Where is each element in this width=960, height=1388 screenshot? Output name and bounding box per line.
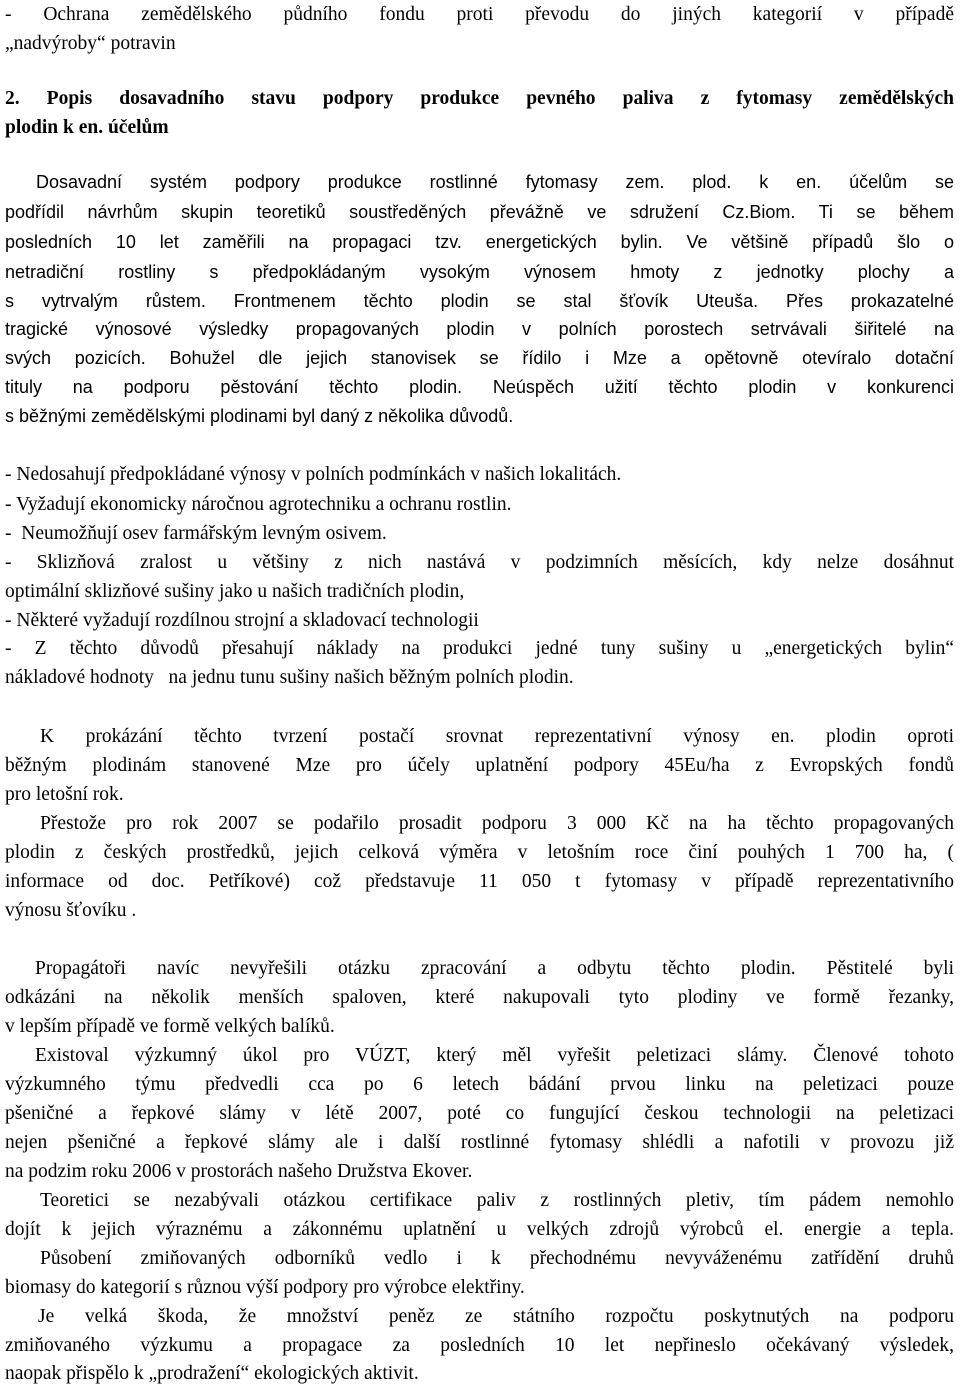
paragraph-line: svých pozicích. Bohužel dle jejich stanovisek se řídilo i Mze a opětovně otevíralo dotační: [5, 348, 954, 368]
paragraph-line: posledních 10 let zaměřili na propagaci tzv. energetických bylin. Ve většině případů šlo o: [5, 232, 954, 252]
paragraph-line: odkázáni na několik menších spaloven, které nakupovali tyto plodiny ve formě řezanky,: [5, 987, 954, 1008]
paragraph-line: Je velká škoda, že množství peněz ze státního rozpočtu poskytnutých na podporu: [38, 1306, 954, 1327]
paragraph-line: pro letošní rok.: [5, 784, 124, 805]
section-heading: plodin k en. účelům: [5, 117, 169, 138]
section-heading: 2. Popis dosavadního stavu podpory produkce pevného paliva z fytomasy zemědělských: [5, 88, 954, 109]
paragraph-line: s běžnými zemědělskými plodinami byl daný z několika důvodů.: [5, 406, 514, 426]
reason-item: - Neumožňují osev farmářským levným osivem.: [5, 523, 387, 544]
reason-item: nákladové hodnoty na jednu tunu sušiny našich běžným polních plodin.: [5, 667, 574, 688]
paragraph-line: nejen pšeničné a řepkové slámy ale i další rostlinné fytomasy shlédli a nafotili v provozu již: [5, 1132, 954, 1153]
intro-bullet-line: - Ochrana zemědělského půdního fondu proti převodu do jiných kategorií v případě: [5, 4, 954, 25]
intro-bullet-line: „nadvýroby“ potravin: [5, 33, 176, 54]
paragraph-line: Působení zmiňovaných odborníků vedlo i k přechodnému nevyváženému zatřídění druhů: [40, 1248, 954, 1269]
paragraph-line: výzkumného týmu předvedli cca po 6 letech bádání prvou linku na peletizaci pouze: [5, 1074, 954, 1095]
paragraph-line: dojít k jejich výraznému a zákonnému uplatnění u velkých zdrojů výrobců el. energie a tepla.: [5, 1219, 954, 1240]
reason-item: - Sklizňová zralost u většiny z nich nastává v podzimních měsících, kdy nelze dosáhnut: [5, 552, 954, 573]
reason-item: - Z těchto důvodů přesahují náklady na produkci jedné tuny sušiny u „energetických bylin“: [5, 638, 954, 659]
paragraph-line: tituly na podporu pěstování těchto plodin. Neúspěch užití těchto plodin v konkurenci: [5, 377, 954, 397]
paragraph-line: Propagátoři navíc nevyřešili otázku zpracování a odbytu těchto plodin. Pěstitelé byli: [35, 958, 954, 979]
paragraph-line: s vytrvalým růstem. Frontmenem těchto plodin se stal šťovík Uteuša. Přes prokazatelné: [5, 291, 954, 311]
paragraph-line: Teoretici se nezabývali otázkou certifikace paliv z rostlinných pletiv, tím pádem nemohlo: [40, 1190, 954, 1211]
reason-item: optimální sklizňové sušiny jako u našich tradičních plodin,: [5, 581, 465, 602]
paragraph-line: v lepším případě ve formě velkých balíků.: [5, 1016, 335, 1037]
paragraph-line: naopak přispělo k „prodražení“ ekologických aktivit.: [5, 1363, 419, 1384]
paragraph-line: zmiňovaného výzkumu a propagace za posledních 10 let nepřineslo očekávaný výsledek,: [5, 1335, 954, 1356]
paragraph-line: tragické výnosové výsledky propagovaných plodin v polních porostech setrvávali šiřitelé na: [5, 319, 954, 339]
paragraph-line: plodin z českých prostředků, jejich celková výměra v letošním roce činí pouhých 1 700 ha, (: [5, 842, 954, 863]
reason-item: - Nedosahují předpokládané výnosy v polních podmínkách v našich lokalitách.: [5, 464, 622, 485]
paragraph-line: pšeničné a řepkové slámy v létě 2007, poté co fungující českou technologii na peletizaci: [5, 1103, 954, 1124]
paragraph-line: Přestože pro rok 2007 se podařilo prosadit podporu 3 000 Kč na ha těchto propagovaných: [40, 813, 954, 834]
paragraph-line: biomasy do kategorií s různou výší podpory pro výrobce elektřiny.: [5, 1277, 525, 1298]
paragraph-line: výnosu šťovíku .: [5, 900, 137, 921]
paragraph-line: podřídil návrhům skupin teoretiků soustředěných převážně ve sdružení Cz.Biom. Ti se během: [5, 202, 954, 222]
paragraph-line: netradiční rostliny s předpokládaným vysokým výnosem hmoty z jednotky plochy a: [5, 262, 954, 282]
paragraph-line: běžným plodinám stanovené Mze pro účely uplatnění podpory 45Eu/ha z Evropských fondů: [5, 755, 954, 776]
reason-item: - Vyžadují ekonomicky náročnou agrotechniku a ochranu rostlin.: [5, 494, 512, 515]
reason-item: - Některé vyžadují rozdílnou strojní a skladovací technologii: [5, 610, 479, 631]
paragraph-line: informace od doc. Petříkové) což představuje 11 050 t fytomasy v případě reprezentativního: [5, 871, 954, 892]
paragraph-line: Dosavadní systém podpory produkce rostlinné fytomasy zem. plod. k en. účelům se: [36, 172, 954, 192]
paragraph-line: na podzim roku 2006 v prostorách našeho Družstva Ekover.: [5, 1161, 473, 1182]
paragraph-line: K prokázání těchto tvrzení postačí srovnat reprezentativní výnosy en. plodin oproti: [40, 726, 954, 747]
paragraph-line: Existoval výzkumný úkol pro VÚZT, který měl vyřešit peletizaci slámy. Členové tohoto: [35, 1045, 954, 1066]
